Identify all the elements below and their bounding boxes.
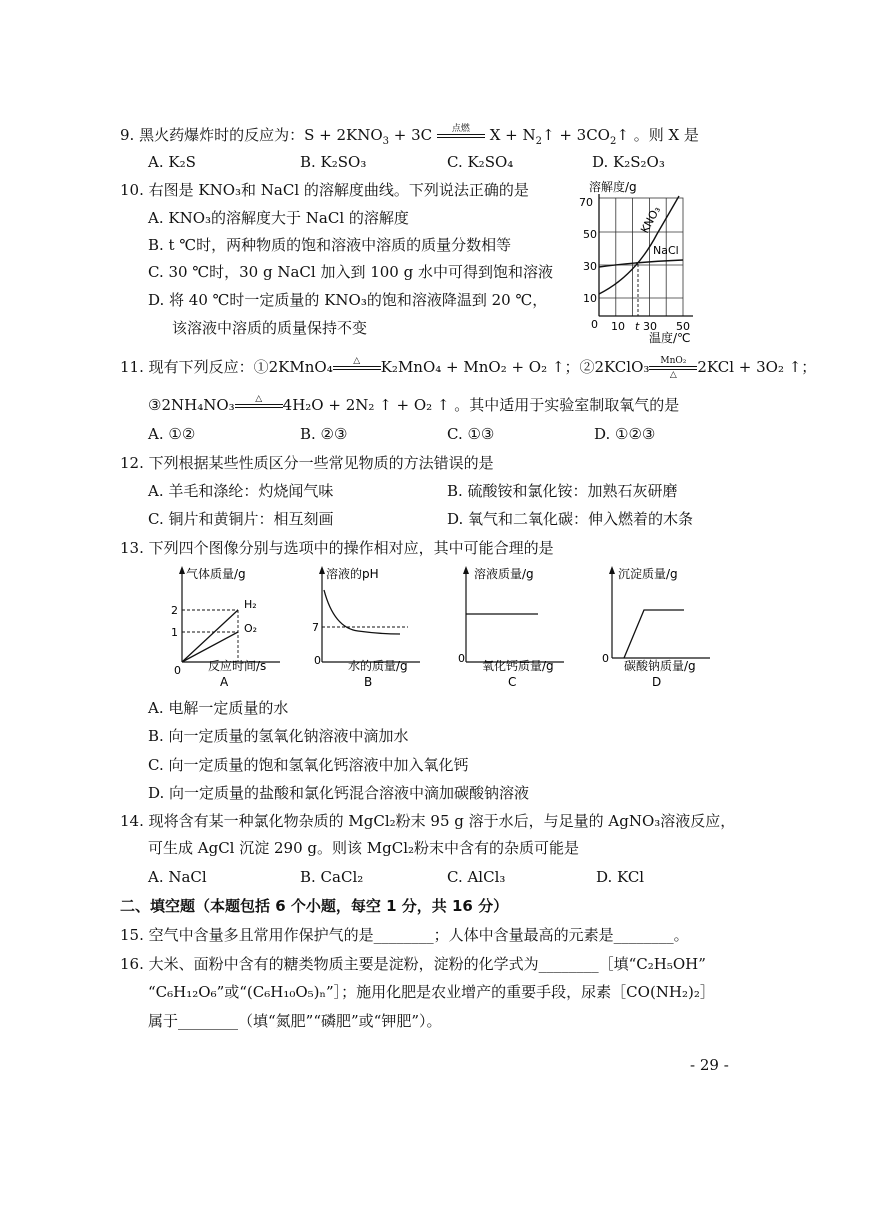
graph-d-letter: D [652, 675, 662, 689]
q13-stem: 13. 下列四个图像分别与选项中的操作相对应，其中可能合理的是 [120, 539, 554, 557]
q12-stem: 12. 下列根据某些性质区分一些常见物质的方法错误的是 [120, 454, 494, 472]
graph-b-letter: B [364, 675, 373, 689]
q13-option-c: C. 向一定质量的饱和氢氧化钙溶液中加入氧化钙 [148, 756, 469, 774]
q11-option-c: C. ①③ [447, 425, 495, 443]
q10-option-b: B. t ℃时，两种物质的饱和溶液中溶质的质量分数相等 [148, 236, 512, 254]
q13-option-d: D. 向一定质量的盐酸和氯化钙混合溶液中滴加碳酸钠溶液 [148, 784, 530, 802]
reaction-condition-catalyst: MnO₂ △ [649, 356, 697, 380]
q16-line1: 16. 大米、面粉中含有的糖类物质主要是淀粉，淀粉的化学式为________［填“C₂H₅OH” [120, 955, 706, 973]
solubility-chart-xlabel: 温度/℃ [649, 331, 691, 345]
page-number: - 29 - [690, 1056, 729, 1074]
ytick-10: 10 [583, 292, 597, 305]
graph-c-letter: C [508, 675, 517, 689]
graph-c-ylabel: 溶液质量/g [474, 567, 534, 581]
q9-option-a: A. K₂S [148, 153, 196, 171]
q16-line3: 属于________（填“氮肥”“磷肥”或“钾肥”）。 [148, 1012, 442, 1030]
xtick-0: 0 [591, 318, 598, 331]
reaction-condition-heat-2: △ [235, 394, 283, 418]
ytick-50: 50 [583, 228, 597, 241]
solubility-chart-grid [599, 198, 683, 316]
graph-c-xlabel: 氧化钙质量/g [482, 659, 554, 673]
graph-a-ylabel: 气体质量/g [186, 567, 246, 581]
xtick-30: 30 [643, 320, 657, 333]
solubility-chart [575, 176, 705, 346]
graph-d-origin: 0 [602, 652, 609, 665]
graph-a-xlabel: 反应时间/s [208, 659, 267, 673]
q10-option-d-line1: D. 将 40 ℃时一定质量的 KNO₃的饱和溶液降温到 20 ℃， [148, 291, 548, 309]
xtick-10: 10 [611, 320, 625, 333]
graph-d [598, 562, 728, 690]
section-heading: 二、填空题（本题包括 6 个小题，每空 1 分，共 16 分） [120, 897, 509, 915]
q12-option-a: A. 羊毛和涤纶：灼烧闻气味 [148, 482, 334, 500]
graph-d-xlabel: 碳酸钠质量/g [624, 659, 696, 673]
q15: 15. 空气中含量多且常用作保护气的是________；人体中含量最高的元素是________。 [120, 926, 689, 944]
q11-line1: 11. 现有下列反应：①2KMnO₄ △ K₂MnO₄ + MnO₂ + O₂ ↑；②2KClO₃ MnO₂ △ 2KCl + 3O₂ ↑； [120, 356, 817, 380]
xtick-t: t [635, 320, 640, 333]
q11-option-b: B. ②③ [300, 425, 348, 443]
q11-option-a: A. ①② [148, 425, 196, 443]
q16-line2: “C₆H₁₂O₆”或“(C₆H₁₀O₅)ₙ”］；施用化肥是农业增产的重要手段，尿素［CO(NH₂)₂］ [148, 983, 715, 1001]
q13-option-b: B. 向一定质量的氢氧化钠溶液中滴加水 [148, 727, 409, 745]
graph-a-origin: 0 [174, 664, 181, 677]
q9-stem: 9. 黑火药爆炸时的反应为：$S + 2KNO_3 + 3C$ 点燃 $X + N_2↑$ + $3CO_2↑$ 。则 X 是 [120, 124, 699, 147]
graph-b-ylabel: 溶液的pH [326, 567, 379, 581]
q10-option-d-line2: 该溶液中溶质的质量保持不变 [172, 319, 368, 337]
q9-option-b: B. K₂SO₃ [300, 153, 367, 171]
q10-stem: 10. 右图是 KNO₃和 NaCl 的溶解度曲线。下列说法正确的是 [120, 181, 529, 199]
graph-a-o2: O₂ [244, 622, 258, 635]
graph-c-origin: 0 [458, 652, 465, 665]
solubility-chart-ylabel: 溶解度/g [589, 180, 637, 194]
q10-option-c: C. 30 ℃时，30 g NaCl 加入到 100 g 水中可得到饱和溶液 [148, 263, 553, 281]
q9-option-c: C. K₂SO₄ [447, 153, 514, 171]
q14-option-a: A. NaCl [148, 868, 207, 886]
graph-a [168, 562, 288, 690]
nacl-label: NaCl [653, 244, 679, 257]
q14-option-d: D. KCl [596, 868, 645, 886]
q14-option-c: C. AlCl₃ [447, 868, 506, 886]
graph-a-letter: A [220, 675, 229, 689]
q12-option-d: D. 氧气和二氧化碳：伸入燃着的木条 [447, 510, 694, 528]
q13-option-a: A. 电解一定质量的水 [148, 699, 289, 717]
graph-b-xlabel: 水的质量/g [348, 659, 408, 673]
graph-b [308, 562, 428, 690]
graph-d-ylabel: 沉淀质量/g [618, 567, 678, 581]
q12-option-c: C. 铜片和黄铜片：相互刻画 [148, 510, 334, 528]
reaction-condition-heat-1: △ [333, 356, 381, 380]
q10-option-a: A. KNO₃的溶解度大于 NaCl 的溶解度 [148, 209, 409, 227]
graph-a-h2: H₂ [244, 598, 257, 611]
reaction-condition-ignite: 点燃 [437, 124, 485, 148]
graph-b-origin: 0 [314, 654, 321, 667]
xtick-50: 50 [676, 320, 690, 333]
graph-a-tick-2: 2 [171, 604, 178, 617]
graph-a-tick-1: 1 [171, 626, 178, 639]
q9-option-d: D. K₂S₂O₃ [592, 153, 665, 171]
ytick-70: 70 [579, 196, 593, 209]
graph-b-tick-7: 7 [312, 621, 319, 634]
q14-option-b: B. CaCl₂ [300, 868, 364, 886]
q14-line1: 14. 现将含有某一种氯化物杂质的 MgCl₂粉末 95 g 溶于水后，与足量的 AgNO₃溶液反应， [120, 812, 736, 830]
q14-line2: 可生成 AgCl 沉淀 290 g。则该 MgCl₂粉末中含有的杂质可能是 [148, 839, 580, 857]
ytick-30: 30 [583, 260, 597, 273]
nacl-curve [599, 260, 683, 267]
graph-c [452, 562, 572, 690]
q11-option-d: D. ①②③ [594, 425, 656, 443]
kno3-label: KNO₃ [638, 204, 664, 236]
q11-line2: ③2NH₄NO₃ △ 4H₂O + 2N₂ ↑ + O₂ ↑ 。其中适用于实验室制取氧气的是 [148, 394, 679, 418]
q12-option-b: B. 硫酸铵和氯化铵：加熟石灰研磨 [447, 482, 678, 500]
precipitate-line [624, 610, 684, 658]
